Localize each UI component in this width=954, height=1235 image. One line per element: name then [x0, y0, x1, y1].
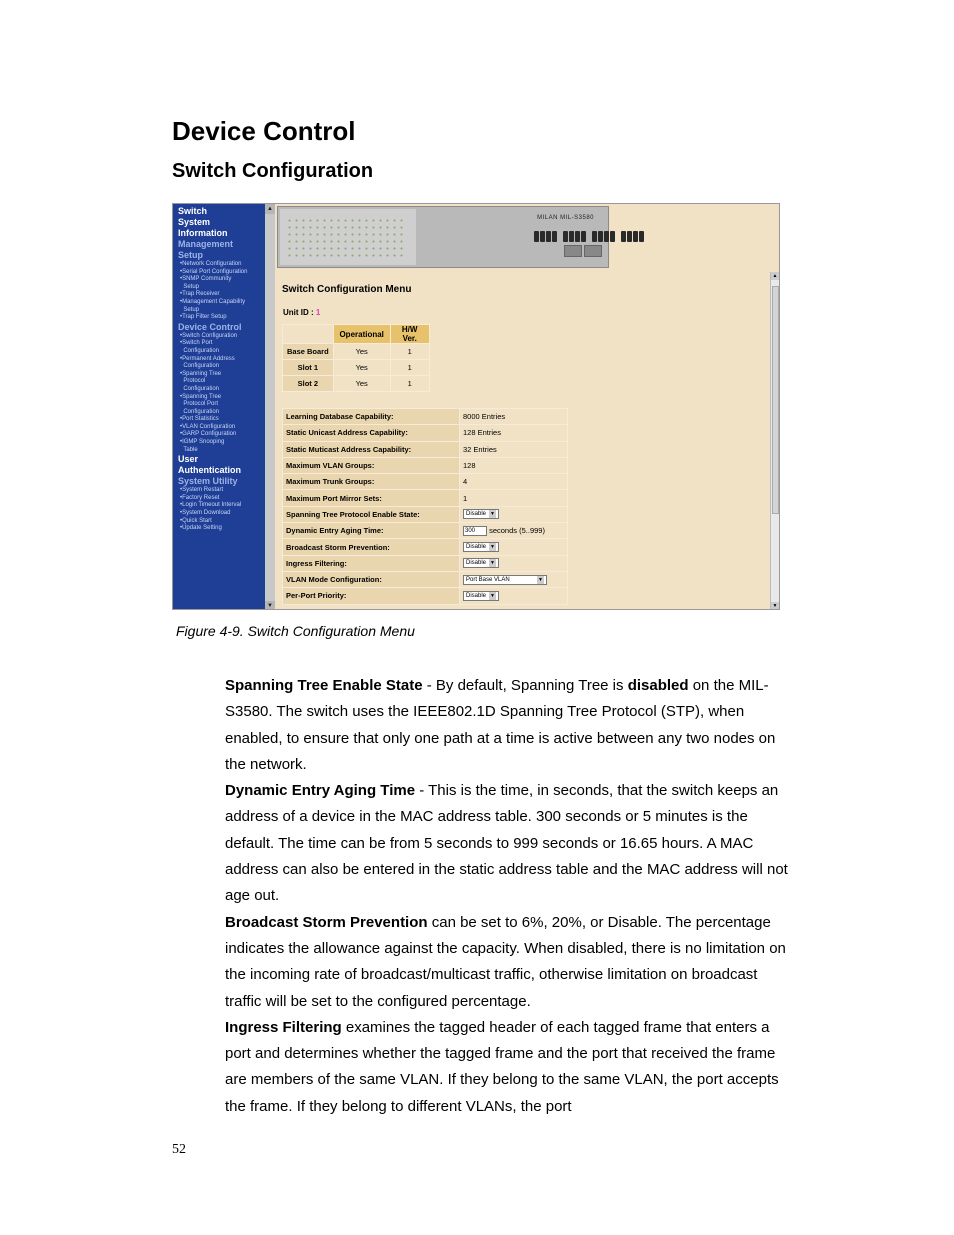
config-row [283, 506, 568, 522]
config-label: Maximum VLAN Groups: [283, 457, 460, 473]
chevron-down-icon[interactable]: ▼ [490, 592, 495, 599]
config-select[interactable] [463, 575, 547, 585]
page-heading: Device Control [172, 116, 356, 146]
nav-section-heading[interactable]: Device Control [178, 321, 242, 332]
board-name: Slot 2 [283, 376, 334, 392]
chevron-down-icon[interactable]: ▼ [490, 560, 495, 567]
select-value: Disable [466, 511, 487, 518]
config-label: Static Unicast Address Capability: [283, 425, 460, 441]
nav-section-heading[interactable]: User [178, 454, 199, 465]
led-panel [280, 209, 416, 265]
nav-link[interactable]: Configuration [180, 385, 220, 392]
board-table [282, 324, 430, 392]
board-value: Yes [333, 360, 390, 376]
config-value [460, 588, 568, 604]
nav-link[interactable]: Setup [180, 306, 200, 313]
section-heading: Switch Configuration [172, 160, 374, 182]
port-row [534, 231, 647, 242]
scroll-up-icon[interactable]: ▲ [265, 204, 275, 214]
config-label: Spanning Tree Protocol Enable State: [283, 506, 460, 522]
nav-section-heading[interactable]: Management [178, 239, 234, 249]
nav-link[interactable]: •Permanent Address [180, 355, 235, 362]
config-label: Maximum Trunk Groups: [283, 474, 460, 490]
nav-section-heading[interactable]: Authentication [178, 465, 241, 476]
board-value: Yes [333, 376, 390, 392]
config-label: Broadcast Storm Prevention: [283, 539, 460, 555]
scroll-down-icon[interactable]: ▼ [772, 603, 778, 609]
nav-link[interactable]: Configuration [180, 408, 220, 415]
nav-link[interactable]: •VLAN Configuration [180, 423, 236, 430]
board-name: Slot 1 [283, 360, 334, 376]
board-name: Base Board [283, 344, 334, 360]
config-select[interactable] [463, 558, 499, 568]
board-value: 1 [390, 344, 429, 360]
board-row [283, 360, 430, 376]
page-number: 52 [172, 1142, 186, 1157]
select-value: Port Base VLAN [466, 576, 510, 583]
config-value [460, 523, 568, 539]
config-row [283, 490, 568, 506]
aging-time-range: seconds (5..999) [487, 525, 545, 535]
config-row [283, 571, 568, 587]
config-select[interactable] [463, 509, 499, 519]
paragraph-text: examines the tagged header of each tagged frame that enters a port and determines whether the tagged frame and the port that received the frame are members of the same VLAN. If they belong to the same VLAN, the port accepts the frame. If they belong to different VLANs, the port [225, 1018, 779, 1115]
scroll-up-icon[interactable]: ▲ [772, 273, 778, 279]
config-value: 1 [460, 490, 568, 506]
nav-section-heading[interactable]: System [178, 217, 211, 227]
select-value: Disable [466, 592, 487, 599]
nav-link[interactable]: •Spanning Tree [180, 393, 222, 400]
nav-link[interactable]: Protocol [180, 378, 206, 385]
config-value: 32 Entries [460, 441, 568, 457]
paragraph-text: - This is the time, in seconds, that the switch keeps an address of a device in the MAC address table. 300 seconds or 5 minutes is the default. The time can be from 5 seconds to 999 seconds or 16.65 hours. A MAC address can also be entered in the static address table and the MAC address will not age out. [225, 782, 788, 905]
unit-id [283, 308, 320, 317]
body-text [225, 673, 790, 1120]
config-value: 128 Entries [460, 425, 568, 441]
board-column-header [283, 325, 334, 344]
nav-link[interactable]: •Trap Receiver [180, 291, 220, 298]
config-row [283, 457, 568, 473]
term: disabled [627, 677, 689, 694]
config-value [460, 539, 568, 555]
nav-link[interactable]: •System Restart [180, 487, 224, 494]
config-select[interactable] [463, 591, 499, 601]
board-column-header: H/W Ver. [390, 325, 429, 344]
nav-link[interactable]: Configuration [180, 363, 220, 370]
nav-link[interactable]: •IGMP Snooping [180, 439, 225, 446]
config-row [283, 441, 568, 457]
menu-title: Switch Configuration Menu [282, 284, 412, 295]
body-paragraph [225, 778, 790, 909]
config-row [283, 523, 568, 539]
nav-link[interactable]: Setup [180, 283, 200, 290]
switch-model-label: MILAN MIL-S3580 [537, 215, 594, 221]
chevron-down-icon[interactable]: ▼ [490, 544, 495, 551]
nav-link[interactable]: •Serial Port Configuration [180, 268, 248, 275]
figure-caption: Figure 4-9. Switch Configuration Menu [176, 623, 415, 639]
nav-link[interactable]: •Port Statistics [180, 416, 219, 423]
nav-link[interactable]: Protocol Port [180, 401, 219, 408]
nav-link[interactable]: •Login Timeout Interval [180, 502, 242, 509]
board-value: 1 [390, 376, 429, 392]
config-label: Maximum Port Mirror Sets: [283, 490, 460, 506]
chevron-down-icon[interactable]: ▼ [538, 576, 543, 583]
board-column-header: Operational [333, 325, 390, 344]
nav-link[interactable]: •Management Capability [180, 298, 246, 305]
nav-link[interactable]: •SNMP Community [180, 276, 232, 283]
config-label: Ingress Filtering: [283, 555, 460, 571]
paragraph-text: - By default, Spanning Tree is [422, 677, 628, 694]
unit-id-label: Unit ID : [283, 308, 314, 317]
unit-id-value: 1 [315, 308, 321, 317]
sfp-slot-2 [584, 245, 602, 257]
config-value: 8000 Entries [460, 409, 568, 425]
board-value: Yes [333, 344, 390, 360]
nav-link[interactable]: •GARP Configuration [180, 431, 237, 438]
nav-link[interactable]: •Factory Reset [180, 494, 220, 501]
nav-link[interactable]: Configuration [180, 347, 220, 354]
aging-time-input[interactable]: 300 [463, 526, 487, 536]
nav-link[interactable]: •Switch Configuration [180, 332, 238, 339]
config-table [282, 408, 568, 605]
config-value: 4 [460, 474, 568, 490]
config-value [460, 555, 568, 571]
config-label: Static Muticast Address Capability: [283, 441, 460, 457]
config-row [283, 425, 568, 441]
nav-link[interactable]: •System Download [180, 510, 231, 517]
config-row [283, 474, 568, 490]
nav-section-heading[interactable]: Setup [178, 250, 204, 260]
body-paragraph [225, 910, 790, 1015]
nav-section-heading[interactable]: Information [178, 228, 228, 238]
sfp-slot-1 [564, 245, 582, 257]
switch-front-panel-image [277, 206, 609, 268]
sidebar-scrollbar[interactable] [265, 204, 275, 610]
board-value: 1 [390, 360, 429, 376]
config-select[interactable] [463, 542, 499, 552]
nav-link[interactable]: •Update Setting [180, 525, 222, 532]
config-label: Dynamic Entry Aging Time: [283, 523, 460, 539]
body-paragraph [225, 673, 790, 778]
board-row [283, 376, 430, 392]
sidebar-nav [173, 204, 265, 610]
nav-link[interactable]: Table [180, 446, 198, 453]
config-label: Per-Port Priority: [283, 588, 460, 604]
config-row [283, 539, 568, 555]
paragraph-text: on the MIL-S3580. The switch uses the IEEE802.1D Spanning Tree Protocol (STP), when enabled, to ensure that only one path at a time is active between any two nodes on the network. [225, 677, 776, 773]
config-row [283, 555, 568, 571]
nav-link[interactable]: •Switch Port [180, 340, 213, 347]
nav-link[interactable]: •Trap Filter Setup [180, 314, 227, 321]
config-label: Learning Database Capability: [283, 409, 460, 425]
config-row [283, 588, 568, 604]
nav-link[interactable]: •Quick Start [180, 517, 212, 524]
term: Broadcast Storm Prevention [225, 913, 428, 931]
scroll-thumb[interactable] [772, 286, 779, 514]
config-value [460, 571, 568, 587]
nav-section-heading[interactable]: System Utility [178, 476, 238, 487]
main-scrollbar[interactable] [770, 272, 779, 610]
chevron-down-icon[interactable]: ▼ [490, 511, 495, 518]
select-value: Disable [466, 560, 487, 567]
body-paragraph [225, 1015, 790, 1120]
select-value: Disable [466, 544, 487, 551]
paragraph-text: can be set to 6%, 20%, or Disable. The percentage indicates the allowance against the capacity. When disabled, there is no limitation on the incoming rate of broadcast/multicast traffic, otherwise limitation on broadcast traffic will be set to the configured percentage. [225, 913, 786, 1010]
term: Ingress Filtering [225, 1018, 342, 1036]
board-row [283, 344, 430, 360]
switch-config-screenshot [172, 203, 780, 610]
term: Spanning Tree Enable State [225, 677, 423, 694]
nav-link[interactable]: •Spanning Tree [180, 370, 222, 377]
config-label: VLAN Mode Configuration: [283, 571, 460, 587]
term: Dynamic Entry Aging Time [225, 782, 416, 800]
config-row [283, 409, 568, 425]
nav-section-heading[interactable]: Switch [178, 206, 208, 216]
nav-link[interactable]: •Network Configuration [180, 261, 242, 267]
config-value: 128 [460, 457, 568, 473]
config-value [460, 506, 568, 522]
scroll-down-icon[interactable]: ▼ [265, 601, 275, 610]
